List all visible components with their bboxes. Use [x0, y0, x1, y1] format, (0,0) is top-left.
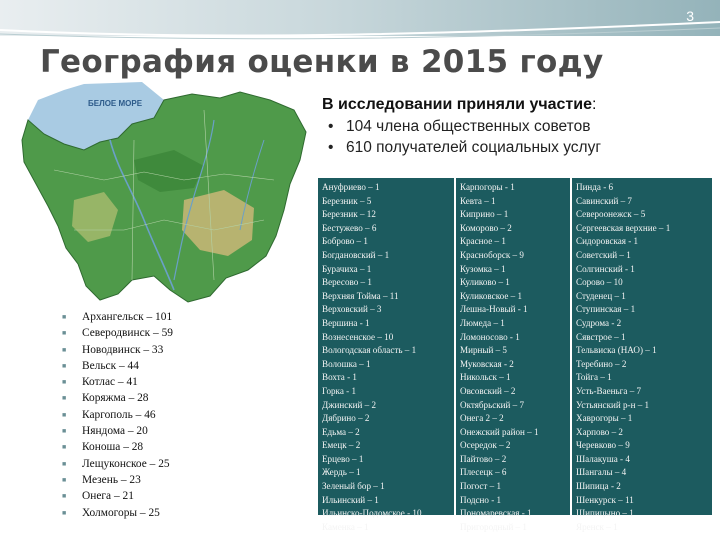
settlement-item: Ильинско-Подомское - 10 — [322, 508, 422, 519]
city-list-text: Холмогоры – 25 — [82, 506, 160, 519]
page-number: 3 — [686, 8, 694, 24]
settlement-item: Теребино – 2 — [576, 358, 627, 369]
settlement-item: Емецк – 2 — [322, 440, 361, 451]
city-list-text: Лещуконское – 25 — [82, 457, 170, 470]
city-list-item — [62, 325, 173, 341]
settlement-item: Ступинская – 1 — [576, 304, 636, 315]
settlement-item: Судрома - 2 — [576, 317, 622, 328]
city-list-text: Котлас – 41 — [82, 376, 138, 389]
city-list-text: Коряжма – 28 — [82, 392, 149, 405]
city-list-text: Коноша – 28 — [82, 441, 144, 454]
settlement-item: Сявстрое – 1 — [576, 331, 626, 342]
settlement-item: Шенкурск – 11 — [576, 494, 634, 505]
settlement-column-3 — [572, 178, 712, 532]
city-list-item — [62, 342, 173, 358]
city-list-text: Каргополь – 46 — [82, 408, 156, 421]
settlement-item: Пономаревская - 1 — [460, 508, 532, 519]
settlement-item: Березник – 5 — [322, 195, 372, 206]
settlement-item: Ерцево – 1 — [322, 453, 364, 464]
bullet-icon: ■ — [62, 508, 67, 517]
settlement-item: Сидоровская - 1 — [576, 236, 639, 247]
settlement-item: Тойга – 1 — [576, 372, 612, 383]
city-list-item — [62, 488, 173, 504]
settlement-item: Богдановский – 1 — [322, 249, 390, 260]
city-list-text: Вельск – 44 — [82, 359, 139, 372]
settlement-item: Шипицыно – 1 — [576, 508, 634, 519]
settlement-item: Зеленый бор – 1 — [322, 481, 385, 492]
city-list-item — [62, 505, 173, 521]
settlement-item: Горка - 1 — [322, 385, 356, 396]
intro-item — [322, 137, 712, 158]
settlement-item: Пинда - 6 — [576, 182, 614, 192]
settlement-item: Ильинский – 1 — [322, 494, 379, 505]
settlement-item: Ломоносово - 1 — [460, 331, 520, 342]
settlement-item: Харпово – 2 — [576, 426, 623, 437]
bullet-icon: ■ — [62, 378, 67, 387]
bullet-icon: ■ — [62, 361, 67, 370]
sea-label: БЕЛОЕ МОРЕ — [88, 99, 143, 108]
bullet-icon: ■ — [62, 394, 67, 403]
settlement-item: Киприно – 1 — [460, 209, 509, 220]
intro-heading-bold: В исследовании приняли участие — [322, 96, 592, 113]
city-list-item — [62, 439, 173, 455]
settlement-item: Вохта - 1 — [322, 372, 357, 383]
settlement-item: Бурачиха – 1 — [322, 263, 372, 274]
settlement-item: Джинский – 2 — [322, 399, 377, 410]
intro-item-text: 610 получателей социальных услуг — [346, 139, 602, 156]
bullet-icon: ■ — [62, 345, 67, 354]
settlement-item: Онега 2 – 2 — [460, 413, 504, 424]
region-map — [14, 80, 314, 310]
settlement-item: Никольск – 1 — [460, 372, 511, 383]
settlement-item: Жердь – 1 — [322, 467, 361, 478]
city-list-item — [62, 309, 173, 325]
settlement-item: Каменка – 1 — [322, 521, 369, 532]
header-curve — [0, 0, 720, 40]
city-list-item — [62, 374, 173, 390]
slide-title: География оценки в 2015 году — [40, 44, 604, 80]
settlement-item: Онежский район – 1 — [460, 426, 539, 437]
settlement-item: Коморово – 2 — [460, 222, 512, 233]
intro-block — [322, 96, 712, 158]
settlement-item: Пригородный – 1 — [460, 521, 527, 532]
settlement-item: Хаврогоры – 1 — [576, 413, 633, 424]
settlement-item: Бестужево – 6 — [322, 222, 377, 233]
bullet-icon: • — [328, 118, 334, 135]
city-list-text: Мезень – 23 — [82, 473, 141, 486]
city-list-text: Новодвинск – 33 — [82, 343, 164, 356]
settlement-item: Пайтово – 2 — [460, 453, 507, 464]
bullet-icon: ■ — [62, 410, 67, 419]
settlement-item: Черевково – 9 — [576, 440, 630, 451]
settlement-item: Карпогоры - 1 — [460, 182, 515, 192]
settlement-item: Солгинский - 1 — [576, 263, 635, 274]
city-list-item — [62, 423, 173, 439]
settlement-item: Куликово – 1 — [460, 277, 510, 288]
settlement-column-2 — [456, 178, 570, 532]
intro-item — [322, 116, 712, 137]
settlement-item: Верховский – 3 — [322, 304, 382, 315]
settlement-item: Вологодская область – 1 — [322, 345, 417, 356]
intro-heading — [322, 96, 712, 114]
settlement-item: Красное – 1 — [460, 236, 506, 247]
settlement-item: Шалакуша - 4 — [576, 453, 630, 464]
settlement-item: Лешна-Новый - 1 — [460, 304, 528, 315]
city-list-item — [62, 390, 173, 406]
city-list-text: Северодвинск – 59 — [82, 327, 173, 340]
bullet-icon: ■ — [62, 459, 67, 468]
bullet-icon: • — [328, 139, 334, 156]
settlement-item: Вересово – 1 — [322, 277, 372, 288]
settlement-item: Усть-Ваеньга – 7 — [576, 385, 642, 396]
city-list-text: Онега – 21 — [82, 490, 134, 503]
city-list-text: Архангельск – 101 — [82, 311, 173, 323]
settlement-item: Мирный – 5 — [460, 345, 507, 356]
city-list-item — [62, 407, 173, 423]
settlement-item: Муковская - 2 — [460, 358, 514, 369]
city-list-text: Няндома – 20 — [82, 425, 148, 438]
settlement-item: Сергеевская верхние – 1 — [576, 222, 671, 233]
bullet-icon: ■ — [62, 443, 67, 452]
intro-heading-tail: : — [592, 96, 597, 113]
city-list-item — [62, 358, 173, 374]
settlement-item: Североонежск – 5 — [576, 209, 646, 220]
settlement-item: Тельвиска (НАО) – 1 — [576, 345, 657, 356]
settlement-item: Верхняя Тойма – 11 — [322, 290, 399, 301]
settlement-item: Октябрьский – 7 — [460, 399, 525, 410]
settlement-item: Осередок – 2 — [460, 440, 511, 451]
settlement-item: Погост – 1 — [460, 481, 502, 492]
settlement-item: Люмеда – 1 — [460, 317, 505, 328]
bullet-icon: ■ — [62, 313, 67, 321]
intro-item-text: 104 члена общественных советов — [346, 118, 591, 135]
settlement-item: Овсовский – 2 — [460, 385, 516, 396]
settlement-item: Дябрино – 2 — [322, 413, 370, 424]
settlement-item: Кевта – 1 — [460, 195, 496, 206]
bullet-icon: ■ — [62, 475, 67, 484]
settlement-column-1 — [318, 178, 454, 532]
settlement-item: Студенец – 1 — [576, 290, 626, 301]
bullet-icon: ■ — [62, 427, 67, 436]
settlement-item: Боброво – 1 — [322, 236, 368, 247]
bullet-icon: ■ — [62, 329, 67, 338]
settlement-item: Едьма – 2 — [322, 426, 360, 437]
settlement-item: Ануфриево – 1 — [322, 182, 380, 192]
settlement-item: Шипица - 2 — [576, 481, 621, 492]
bullet-icon: ■ — [62, 492, 67, 501]
settlement-item: Вершина - 1 — [322, 317, 370, 328]
settlement-item: Шангалы – 4 — [576, 467, 627, 478]
settlement-item: Волошка – 1 — [322, 358, 371, 369]
settlement-item: Савинский – 7 — [576, 195, 632, 206]
settlement-item: Сорово – 10 — [576, 277, 623, 288]
settlement-item: Березник – 12 — [322, 209, 376, 220]
settlement-item: Плесецк – 6 — [460, 467, 507, 478]
settlement-item: Советский – 1 — [576, 249, 631, 260]
city-list-item — [62, 456, 173, 472]
city-list — [62, 309, 173, 521]
city-list-item — [62, 472, 173, 488]
settlement-item: Подсно - 1 — [460, 494, 502, 505]
settlement-item: Вознесенское – 10 — [322, 331, 394, 342]
settlement-item: Кузомка – 1 — [460, 263, 506, 274]
settlement-item: Устьянский р-н – 1 — [576, 399, 650, 410]
settlement-item: Красноборск – 9 — [460, 249, 524, 260]
settlement-item: Куликовское – 1 — [460, 290, 523, 301]
settlement-item: Яренск – 1 — [576, 521, 618, 532]
